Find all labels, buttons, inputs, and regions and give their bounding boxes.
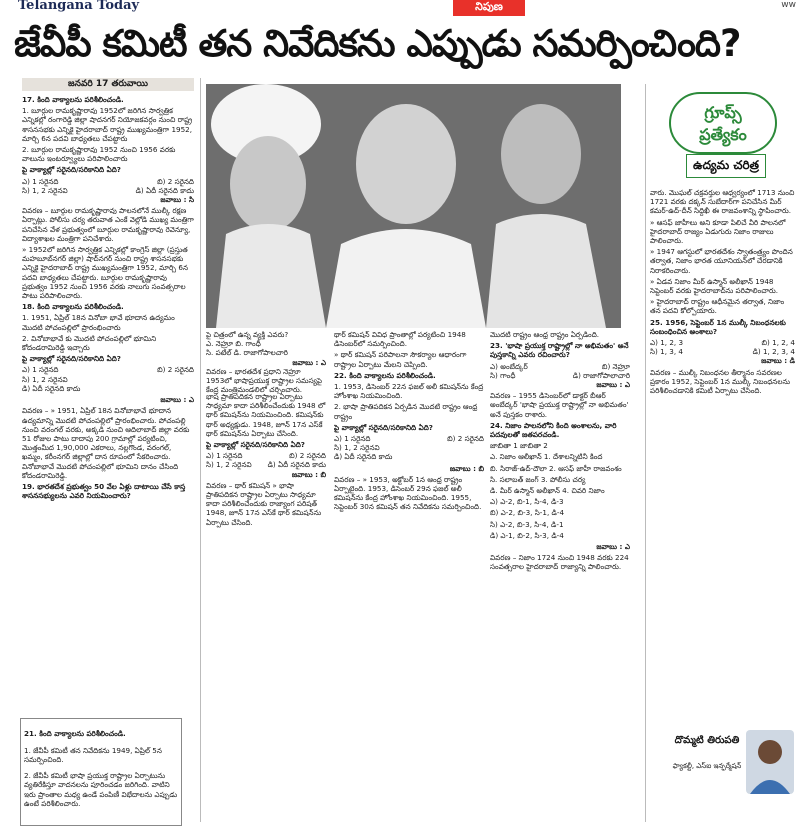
- question-21-content: [24, 729, 178, 808]
- paragraph: వివరణ – నిజాం 1724 నుంచి 1948 వరకు 224 సంవత్సరాల హైదరాబాద్ రాజ్యాన్ని పాలించారు.: [490, 553, 629, 572]
- option-row: [650, 338, 795, 347]
- question-text: 21. కింది వాక్యాలను పరిశీలించండి.: [24, 729, 126, 739]
- paragraph: మొదటి రాష్ట్రం ఆంధ్ర రాష్ట్రం ఏర్పడింది.: [490, 330, 600, 339]
- paragraph: 1. బూర్గుల రామకృష్ణారావు 1952లో జరిగిన సార్వత్రిక ఎన్నికల్లో రంగారెడ్డి జిల్లా షాదనగర్ నియోజకవర్గం నుంచి రాష్ట్ర శాసనసభకు ఎన్నికై హైదరాబాద్ రాష్ట్ర ముఖ్యమంత్రిగా 1952, మార్చి 6న పదవి బాధ్యతలు చేపట్టారు: [22, 106, 193, 143]
- paragraph: వివరణ – 1955 డిసెంబర్‌లో డాక్టర్ బీఆర్ అంబేద్కర్ 'భాషా ప్రయుక్త రాష్ట్రాల్లో నా అభిమతం' అనే పుస్తకం రాశారు.: [490, 391, 629, 419]
- option: ఎ) అంబేద్కర్: [490, 361, 528, 371]
- badge-subtitle: ఉద్యమ చరిత్ర: [686, 154, 766, 178]
- author-name: దొమ్మటి తిరుపతి: [674, 735, 740, 746]
- paragraph: » 1947 ఆగస్టులో భారతదేశం స్వాతంత్ర్యం పొందిన తర్వాత, నిజాం భారత యూనియన్‌లో చేరడానికి నిరాకరించారు.: [650, 247, 793, 275]
- paragraph: వివరణ – ముల్కీ నిబంధనల తీర్మానం సవరణల ప్రకారం 1952, సెప్టెంబర్ 1న ముల్కీ నిబంధనలను పరిశీలించడానికి కమిటీ ఏర్పాటు చేసింది.: [650, 367, 790, 396]
- paragraph: బి) ఎ-2, బి-3, సి-1, డి-4: [490, 508, 565, 518]
- option: బి) 2 సరైనది: [157, 365, 194, 375]
- answer-text: జవాబు : బి: [449, 463, 484, 473]
- column-1: [22, 78, 194, 714]
- option: బి) 2 సరైనది: [157, 176, 194, 186]
- option: బి) 1, 2, 4: [761, 338, 795, 348]
- option-row: [22, 365, 194, 374]
- paragraph: » థార్ కమిషన్ పరిపాలనా సౌకర్యాల ఆధారంగా రాష్ట్రాల ఏర్పాటు మేలని చెప్పింది.: [334, 350, 467, 369]
- option-row: [490, 362, 630, 371]
- column-5: [650, 188, 795, 718]
- option: బి) నెహ్రూ: [601, 361, 630, 371]
- paper-name: Telangana Today: [18, 0, 140, 13]
- question-text: 25. 1956, సెప్టెంబర్ 1న ముల్కీ నిబంధనలకు సంబంధించిన అంశాలు?: [650, 317, 786, 336]
- question-text: 19. భారతదేశ ప్రభుత్వం 50 వేల ఏళ్లు దాటాయి చేసే కాస్త శాసనసభ్యులను ఎవరి నియమించారు?: [22, 481, 186, 501]
- paragraph: వివరణ – » 1951, ఏప్రిల్ 18న వినోబాభావే భూదాన ఉద్యమాన్ని మొదటి పోచంపల్లిలో ప్రారంభించారు. పోచంపల్లి నుంచి వరంగల్ వరకు, అక్కడి నుంచి ఆదిలాబాద్ జిల్లా వరకు 51 రోజుల పాటు దాదాపు 200 గ్రామాల్లో పర్యటించి, మొత్తంమీద 1,90,000 ఎకరాలు, నల్లగొండ, వరంగల్, ఖమ్మం, కరీంనగర్ జిల్లాల్లో దాన రూపంలో సేకరించారు. వినోబాభావే మొదటి పోచంపల్లిలో భూమిని దానం చేసింది కోదండరామిరెడ్డి.: [22, 406, 190, 480]
- question-text: పై వాక్యాల్లో సరైనది/సరికానిది ఏది?: [22, 354, 121, 364]
- paragraph: వివరణ – » 1953, అక్టోబర్ 1న ఆంధ్ర రాష్ట్రం ఏర్పాటైంది. 1953, డిసెంబర్ 29న ఫజల్ అలీ కమిషన్‌ను కేంద్ర హోంశాఖ నియమించింది. 1955, సెప్టెంబర్ 30న కమిషన్ తన నివేదికను సమర్పించింది.: [334, 474, 482, 512]
- paragraph: 1. 1953, డిసెంబర్ 22న ఫజల్ అలీ కమిషన్‌ను కేంద్ర హోంశాఖ నియమించింది.: [334, 382, 484, 401]
- answer-text: జవాబు : సి: [160, 195, 194, 205]
- option: డి) ఏదీ సరైనది కాదు: [267, 460, 326, 470]
- paragraph: వారు. మొఘల్ చక్రవర్తుల ఆధ్వర్యంలో 1713 నుంచి 1721 వరకు దక్కన్ సుబేదార్‌గా పనిచేసిన మీర్ కమర్-ఉద్-దీన్ సిద్దిఖీ ఈ రాజవంశాన్ని స్థాపించారు.: [650, 188, 795, 216]
- option-row: [22, 375, 194, 384]
- column-4-content: [490, 330, 630, 572]
- author-role: ఫ్యాకల్టీ, ఎస్‌ఐ ఇన్ఫర్మేషన్: [672, 762, 742, 770]
- caption-options-1: ఎ. నెహ్రూ బి. గాంధీ: [206, 339, 261, 349]
- paragraph: సి) ఎ-2, బి-3, సి-4, డి-1: [490, 519, 564, 529]
- author-avatar: [746, 730, 794, 794]
- option-row: [650, 347, 795, 356]
- photo-caption: [206, 330, 326, 394]
- answer-text: జవాబు : ఎ: [596, 380, 630, 390]
- masthead: [0, 0, 800, 18]
- option: ఎ) 1, 2, 3: [650, 338, 684, 348]
- paragraph: వివరణ – బూర్గుల రామకృష్ణారావు పాలనలోనే ముల్కీ రక్షణ ఏర్పాట్లు. పోలీసు చర్య తరువాత ఎంకే వెల్లోడి ముఖ్య మంత్రిగా పనిచేసిన వేళ ప్రభుత్వంలో బూర్గుల రామకృష్ణారావు రెవెన్యూ, విద్యాశాఖల మంత్రిగా పనిచేశారు.: [22, 206, 194, 243]
- option: ఎ) 1 సరైనది: [22, 176, 59, 186]
- option: బి) 2 సరైనది: [447, 434, 484, 444]
- paragraph: థార్ కమిషన్ వివిధ ప్రాంతాల్లో పర్యటించి 1948 డిసెంబర్‌లో సమర్పించింది.: [334, 330, 466, 349]
- caption-explanation: వివరణ – భారతదేశ ప్రధాని నెహ్రూ 1953లో భాషాప్రయుక్త రాష్ట్రాల సమస్యపై కేంద్ర మంత్రిమండలిలో చర్చించారు.: [206, 366, 323, 395]
- question-text: 22. కింది వాక్యాలను పరిశీలించండి.: [334, 370, 436, 380]
- option: డి) రాజాగోపాలాచారి: [572, 370, 630, 380]
- option: సి) 1, 2 సరైనవి: [334, 443, 380, 453]
- question-text: పై వాక్యాల్లో సరైనది/సరికానిది ఏది?: [334, 422, 433, 432]
- option: సి) 1, 2 సరైనవి: [22, 374, 68, 384]
- badge-circle: [669, 92, 777, 154]
- badge-line-2: ప్రత్యేకం: [699, 125, 747, 144]
- column-3: [334, 330, 484, 820]
- option-row: [334, 443, 484, 452]
- paragraph: ఎ. నిజాం ఆలీఖాన్ 1. దేశాలన్నిటినీ కింద: [490, 452, 603, 462]
- answer-text: జవాబు : ఎ: [596, 542, 630, 552]
- paragraph: డి. మీర్ ఉస్మాన్ అలీఖాన్ 4. చివరి నిజాం: [490, 486, 605, 496]
- column-3-content: [334, 330, 484, 512]
- paragraph: ఎ) ఎ-2, బి-1, సి-4, డి-3: [490, 497, 564, 507]
- option: సి) 1, 2 సరైనవి: [206, 460, 252, 470]
- column-2-content: [206, 392, 326, 527]
- paragraph: డి) ఏదీ సరైనది కాదు: [22, 383, 81, 393]
- column-1-content: [22, 95, 194, 500]
- option-row: [490, 371, 630, 380]
- option: ఎ) 1 సరైనది: [22, 365, 59, 375]
- leaders-photo: [206, 84, 621, 328]
- paragraph: » ఏడవ నిజాం మీర్ ఉస్మాన్ అలీఖాన్ 1948 సెప్టెంబర్ వరకు హైదరాబాద్‌ను పరిపాలించారు.: [650, 276, 779, 296]
- option: సి) 1, 3, 4: [650, 347, 683, 357]
- paragraph: » ఆసఫ్ జాహీలు అని కూడా పిలిచే వీరి పాలనలో హైదరాబాద్ రాజ్యం ఏడుగురు నిజాం రాజులు పాలించారు.: [650, 217, 786, 246]
- option-row: [206, 451, 326, 460]
- date-tag: జనవరి 17 తరువాయి: [22, 78, 194, 91]
- question-text: 18. కింది వాక్యాలను పరిశీలించండి.: [22, 302, 124, 312]
- column-5-content: [650, 188, 795, 395]
- answer-text: జవాబు : డి: [761, 356, 795, 366]
- paragraph: వివరణ – థార్ కమిషన్ » భాషా ప్రాతిపదికన రాష్ట్రాల ఏర్పాటు సాధ్యమా కాదా పరిశీలించేందుకు రాజ్యాంగ పరిషత్ 1948, జూన్ 17న ఎస్‌కే థార్ కమిషన్‌ను ఏర్పాటు చేసింది.: [206, 480, 322, 527]
- option: ఎ) 1 సరైనది: [334, 434, 371, 444]
- leaders-photo-illustration: [206, 84, 621, 328]
- paragraph: 2. జేవీపీ కమిటీ భాషా ప్రయుక్త రాష్ట్రాల ఏర్పాటును వ్యతిరేకిస్తూ వాదనలను పూరించడం జరిగింది. వాటిని ఇరు ప్రాంతాల మధ్య ఉండే పంపిణీ విభేదాలను ఎప్పుడు ఉంటే పరిశీలించారు.: [24, 771, 178, 808]
- column-divider: [645, 84, 646, 822]
- paragraph: 2. వినోబాభావే కు మొదటి పోచంపల్లిలో భూమిని కోదండరామిరెడ్డి ఇచ్చారు: [22, 333, 157, 353]
- answer-text: జవాబు : బి: [291, 469, 326, 479]
- caption-question: పై చిత్రంలో ఉన్న వ్యక్తి ఎవరు?: [206, 330, 289, 339]
- option: డి) 1, 2, 3, 4: [752, 347, 795, 357]
- question-text: పై వాక్యాల్లో సరైనది/సరికానిది ఏది?: [22, 165, 121, 175]
- paragraph: జాబితా 1 జాబితా 2: [490, 441, 548, 451]
- option: బి) 2 సరైనది: [289, 451, 326, 461]
- option: సి) గాంధీ: [490, 370, 516, 380]
- paragraph: డి) ఎ-1, బి-2, సి-3, డి-4: [490, 530, 564, 540]
- question-text: పై వాక్యాల్లో సరైనది/సరికానిది ఏది?: [206, 440, 305, 450]
- answer-text: జవాబు : ఎ: [160, 395, 194, 405]
- option-row: [22, 177, 194, 186]
- paragraph: » 1952లో జరిగిన సార్వత్రిక ఎన్నికల్లో కాంగ్రెస్ జిల్లా (ప్రస్తుత మహబూబ్‌నగర్ జిల్లా) షాద్‌నగర్ నుంచి రాష్ట్ర శాసనసభకు ఎన్నికై హైదరాబాద్ రాష్ట్ర ముఖ్యమంత్రిగా 1952, మార్చి 6న పదవి బాధ్యతలు చేపట్టారు. బూర్గుల రామకృష్ణారావు ప్రభుత్వం 1952 నుంచి 1956 వరకు నాలుగు సంవత్సరాల పాటు పరిపాలించారు.: [22, 245, 188, 301]
- paragraph: 2. బూర్గుల రామకృష్ణారావు 1952 నుంచి 1956 వరకు వాలును ఇంటర్వ్యూలు పరిపాలించారు: [22, 145, 176, 164]
- option-row: [22, 186, 194, 195]
- question-text: 23. 'భాషా ప్రయుక్త రాష్ట్రాల్లో నా అభిమతం' అనే పుస్తకాన్ని ఎవరు రచించారు?: [490, 341, 629, 360]
- section-label: నిపుణ: [453, 0, 525, 16]
- author-block: [672, 726, 796, 822]
- paragraph: 1. 1951, ఏప్రిల్ 18న వినోబా భావే భూదాన ఉద్యమం మొదటి పోచంపల్లిలో ప్రారంభించారు: [22, 313, 175, 332]
- paragraph: 1. జేవీపీ కమిటీ తన నివేదికను 1949, ఏప్రిల్ 5న సమర్పించింది.: [24, 745, 162, 764]
- groups-special-badge: [666, 90, 782, 180]
- paragraph: డి) ఏదీ సరైనది కాదు: [334, 452, 393, 462]
- option: డి) ఏదీ సరైనది కాదు: [135, 185, 194, 195]
- option: ఎ) 1 సరైనది: [206, 451, 243, 461]
- headline: జేవీపీ కమిటీ తన నివేదికను ఎప్పుడు సమర్పించింది?: [14, 22, 741, 65]
- question-21-box: [20, 718, 182, 826]
- option-row: [206, 460, 326, 469]
- option-row: [334, 434, 484, 443]
- badge-line-1: గ్రూప్స్: [704, 103, 742, 122]
- paragraph: » హైదరాబాద్ రాష్ట్రం ఆధీనమైన తర్వాత, నిజాం తన పదవి కోల్పోయారు.: [650, 297, 785, 316]
- column-4: [490, 330, 630, 820]
- caption-answer: జవాబు : ఎ: [292, 357, 326, 367]
- column-divider: [200, 78, 201, 822]
- column-2: [206, 392, 326, 822]
- masthead-right-text: ww: [781, 0, 796, 10]
- paragraph: 2. భాషా ప్రాతిపదికన ఏర్పడిన మొదటి రాష్ట్రం ఆంధ్ర రాష్ట్రం: [334, 402, 478, 421]
- paragraph: బి. సిరాజ్-ఉద్-దౌలా 2. ఆసఫ్ జాహీ రాజవంశం: [490, 463, 622, 473]
- paragraph: భాష ప్రాతిపదికన రాష్ట్రాల ఏర్పాటు సాధ్యమా కాదా పరిశీలించేందుకు 1948 లో థార్ కమిషన్‌ను నియమించింది. కమిషన్‌కు థార్ అధ్యక్షుడు. 1948, జూన్ 17న ఎస్‌కే థార్ కమిషన్‌ను ఏర్పాటు చేసింది.: [206, 392, 326, 438]
- caption-options-2: సి. పటేల్ డి. రాజాగోపాలచారి: [206, 348, 288, 358]
- question-text: 24. నిజాం పాలనలోని కింది అంశాలను, వారి పదవులతో జతపరచండి.: [490, 420, 617, 440]
- paragraph: సి. సలాబత్ జంగ్ 3. పోలీసు చర్య: [490, 474, 586, 484]
- question-text: 17. కింది వాక్యాలను పరిశీలించండి.: [22, 95, 124, 104]
- option: సి) 1, 2 సరైనవి: [22, 185, 68, 195]
